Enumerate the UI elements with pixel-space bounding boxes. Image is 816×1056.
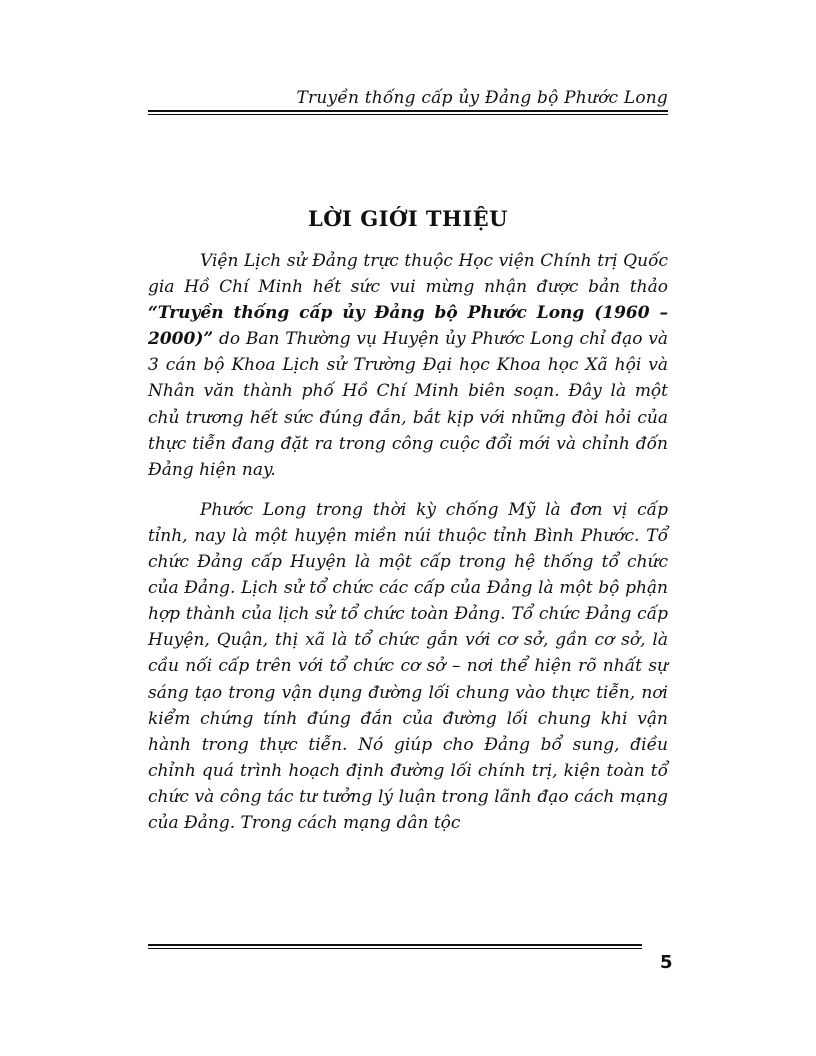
header-rule [148,110,668,112]
running-header: Truyền thống cấp ủy Đảng bộ Phước Long [296,88,668,108]
book-title: “Truyền thống cấp ủy Đảng bộ Phước Long (1960 – 2000)” [148,303,668,350]
footer-rule [148,944,642,946]
section-title: LỜI GIỚI THIỆU [308,206,508,231]
page-number: 5 [660,952,673,973]
paragraph-1-end: do Ban Thường vụ Huyện ủy Phước Long chỉ đạo và 3 cán bộ Khoa Lịch sử Trường Đại học Khoa học Xã hội và Nhân văn thành phố Hồ Chí Minh biên soạn. Đây là một chủ trương hết sức đúng đắn, bắt kịp với những đòi hỏi của thực tiễn đang đặt ra trong công cuộc đổi mới và chỉnh đốn Đảng hiện nay. [148,329,668,480]
paragraph-1-start: Viện Lịch sử Đảng trực thuộc Học viện Chính trị Quốc gia Hồ Chí Minh hết sức vui mừng nhận được bản thảo [148,251,668,298]
paragraph-2: Phước Long trong thời kỳ chống Mỹ là đơn vị cấp tỉnh, nay là một huyện miền núi thuộc tỉnh Bình Phước. Tổ chức Đảng cấp Huyện là một cấp trong hệ thống tổ chức của Đảng. Lịch sử tổ chức các cấp của Đảng là một bộ phận hợp thành của lịch sử tổ chức toàn Đảng. Tổ chức Đảng cấp Huyện, Quận, thị xã là tổ chức gắn với cơ sở, gần cơ sở, là cầu nối cấp trên với tổ chức cơ sở – nơi thể hiện rõ nhất sự sáng tạo trong vận dụng đường lối chung vào thực tiễn, nơi kiểm chứng tính đúng đắn của đường lối chung khi vận hành trong thực tiễn. Nó giúp cho Đảng bổ sung, điều chỉnh quá trình hoạch định đường lối chính trị, kiện toàn tổ chức và công tác tư tưởng lý luận trong lãnh đạo cách mạng của Đảng. Trong cách mạng dân tộc [148,499,668,833]
body-text [148,248,668,836]
header-rule-thin [148,114,668,115]
footer-rule-thin [148,948,642,949]
paragraph-1 [148,248,668,483]
